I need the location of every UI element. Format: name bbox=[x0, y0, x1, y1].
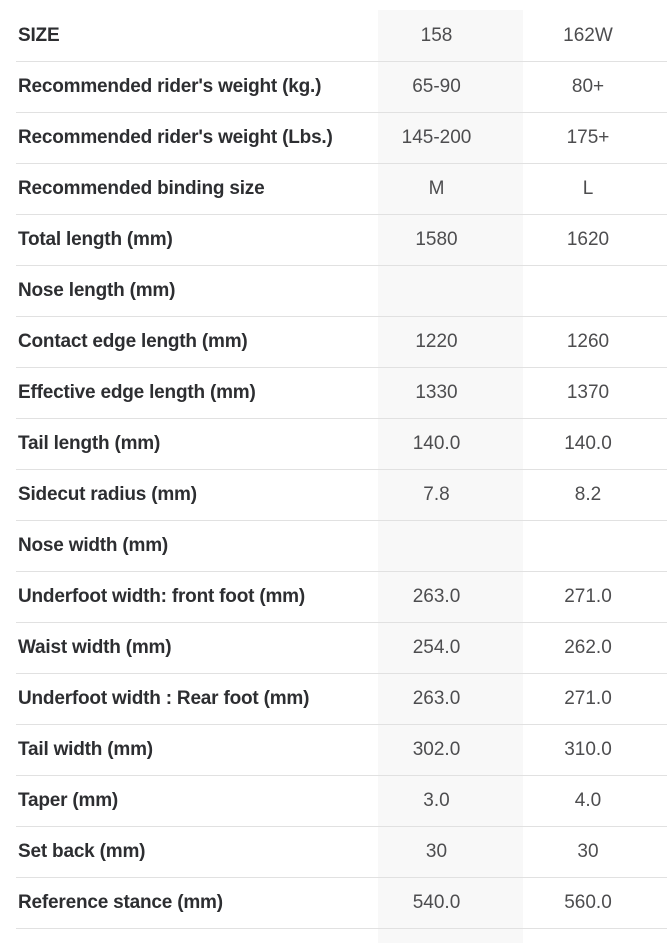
spec-label: Waist width (mm) bbox=[18, 637, 172, 658]
spec-label: Effective edge length (mm) bbox=[18, 382, 256, 403]
spec-value-162w: 1620 bbox=[566, 228, 610, 250]
table-row bbox=[16, 317, 667, 368]
table-row bbox=[16, 266, 667, 317]
spec-value-158: 1330 bbox=[415, 381, 458, 403]
spec-value-162w: 4.0 bbox=[574, 789, 602, 811]
spec-value-158: 302.0 bbox=[412, 738, 461, 760]
spec-value-162w: 262.0 bbox=[564, 636, 612, 658]
spec-label: Sidecut radius (mm) bbox=[18, 484, 197, 505]
table-row bbox=[16, 827, 667, 878]
spec-label: Set back (mm) bbox=[18, 841, 146, 862]
spec-label: Reference stance (mm) bbox=[18, 892, 223, 913]
spec-label: Nose width (mm) bbox=[18, 535, 169, 556]
spec-label: Total length (mm) bbox=[18, 229, 173, 250]
table-row bbox=[16, 470, 667, 521]
spec-label: Underfoot width : Rear foot (mm) bbox=[18, 688, 310, 709]
table-row bbox=[16, 878, 667, 929]
spec-value-162w: 140.0 bbox=[564, 432, 612, 454]
spec-value-158: 145-200 bbox=[401, 126, 472, 148]
spec-value-158: 1580 bbox=[415, 228, 458, 250]
spec-value-158: M bbox=[428, 177, 445, 199]
table-row bbox=[16, 674, 667, 725]
spec-label: Tail width (mm) bbox=[18, 739, 153, 760]
size-header-label: SIZE bbox=[18, 25, 60, 46]
table-row bbox=[16, 215, 667, 266]
spec-value-158: 140.0 bbox=[412, 432, 461, 454]
spec-value-158: 30 bbox=[425, 840, 448, 862]
spec-label: Nose length (mm) bbox=[18, 280, 176, 301]
spec-value-158: 254.0 bbox=[412, 636, 461, 658]
table-row bbox=[16, 419, 667, 470]
spec-value-158: 7.8 bbox=[423, 483, 450, 505]
spec-label: Contact edge length (mm) bbox=[18, 331, 248, 352]
spec-value-162w: 80+ bbox=[571, 75, 605, 97]
spec-value-158: 263.0 bbox=[412, 687, 461, 709]
spec-label: Recommended binding size bbox=[18, 178, 265, 199]
spec-value-162w: 271.0 bbox=[564, 687, 612, 709]
spec-value-162w: 8.2 bbox=[574, 483, 602, 505]
column-header-158: 158 bbox=[420, 24, 453, 46]
spec-value-158: 1220 bbox=[415, 330, 458, 352]
table-header-row bbox=[16, 11, 667, 62]
spec-label: Tail length (mm) bbox=[18, 433, 161, 454]
spec-label: Recommended rider's weight (Lbs.) bbox=[18, 127, 333, 148]
spec-value-158: 3.0 bbox=[423, 789, 450, 811]
table-row bbox=[16, 164, 667, 215]
spec-value-158: 65-90 bbox=[412, 75, 461, 97]
spec-table bbox=[0, 11, 667, 929]
spec-value-162w: 310.0 bbox=[564, 738, 612, 760]
spec-value-158: 540.0 bbox=[412, 891, 461, 913]
spec-value-162w: L bbox=[582, 177, 594, 199]
spec-value-162w: 560.0 bbox=[564, 891, 612, 913]
table-row bbox=[16, 572, 667, 623]
spec-label: Recommended rider's weight (kg.) bbox=[18, 76, 322, 97]
table-row bbox=[16, 521, 667, 572]
table-row bbox=[16, 725, 667, 776]
spec-value-158: 263.0 bbox=[412, 585, 461, 607]
table-row bbox=[16, 62, 667, 113]
spec-value-162w: 175+ bbox=[566, 126, 610, 148]
spec-value-162w: 1260 bbox=[566, 330, 610, 352]
spec-label: Taper (mm) bbox=[18, 790, 119, 811]
table-row bbox=[16, 368, 667, 419]
spec-value-162w: 271.0 bbox=[564, 585, 612, 607]
column-header-162w: 162W bbox=[563, 24, 613, 46]
spec-label: Underfoot width: front foot (mm) bbox=[18, 586, 305, 607]
table-row bbox=[16, 776, 667, 827]
spec-value-162w: 1370 bbox=[566, 381, 610, 403]
table-row bbox=[16, 623, 667, 674]
table-row bbox=[16, 113, 667, 164]
spec-value-162w: 30 bbox=[577, 840, 599, 862]
